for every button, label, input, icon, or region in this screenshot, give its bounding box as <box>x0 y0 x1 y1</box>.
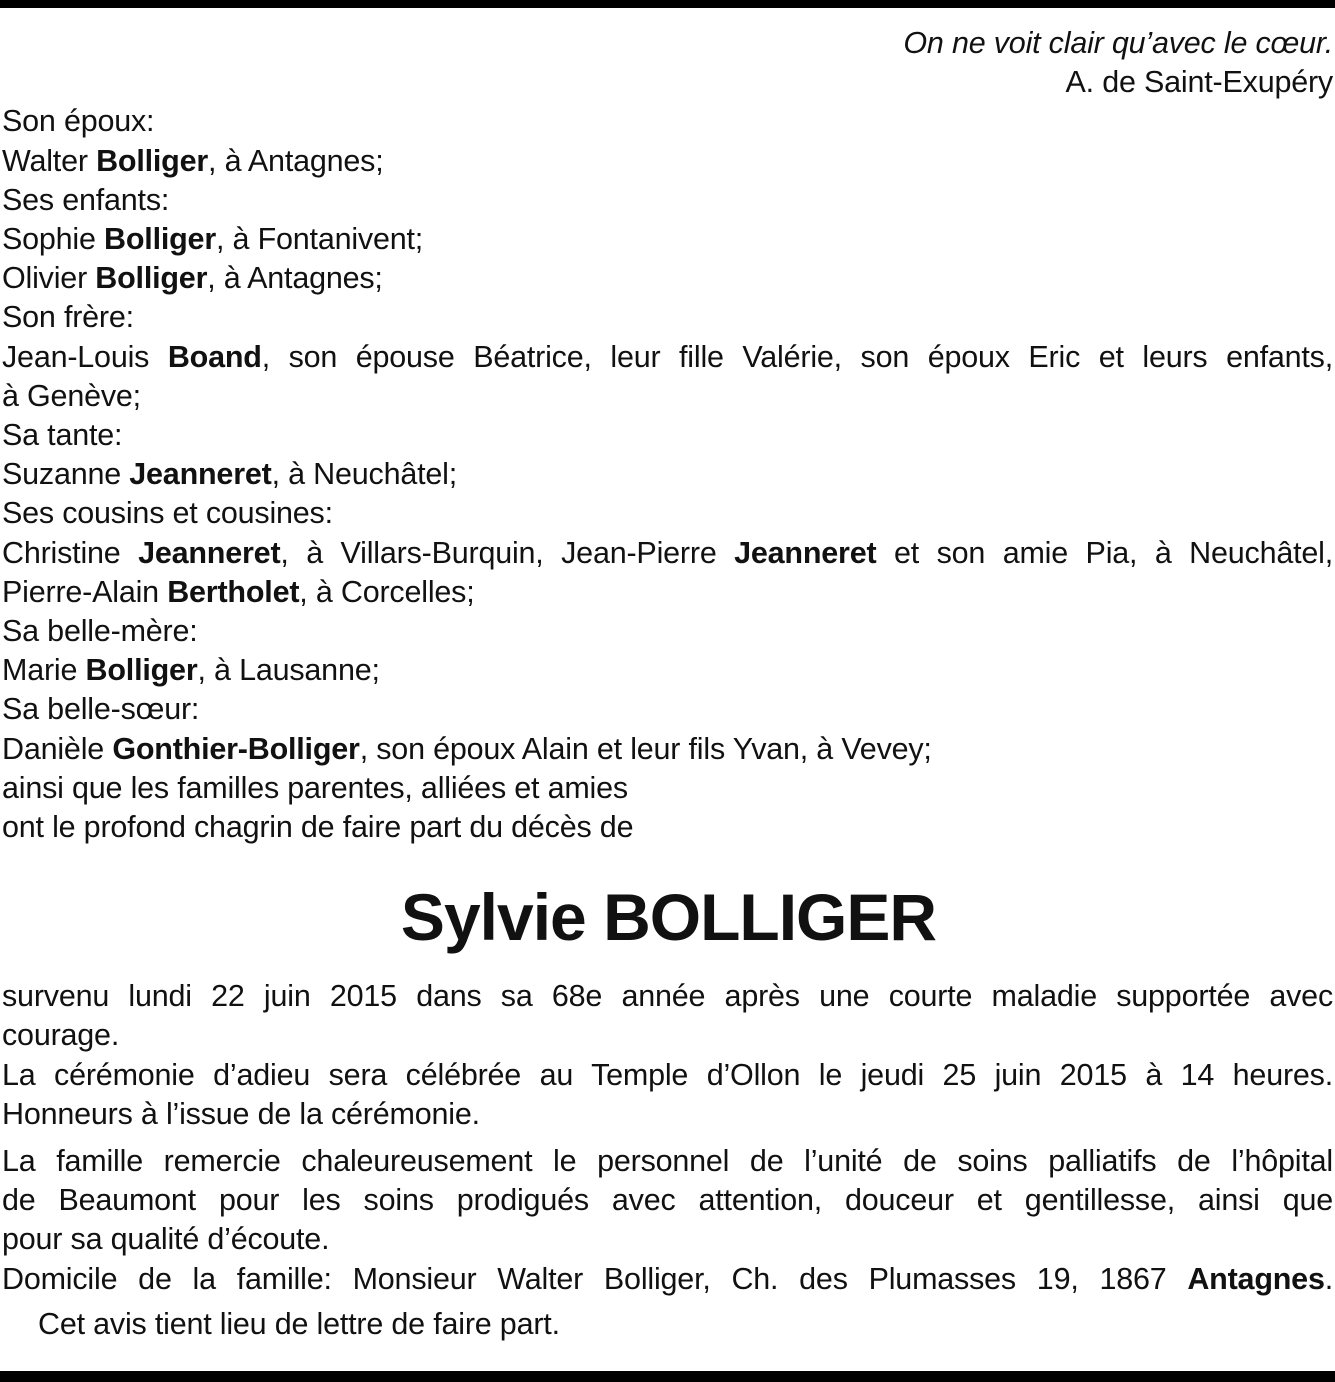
cousins-entry-1: Christine Jeanneret, à Villars-Burquin, Jean-Pierre Jeanneret et son amie Pia, à Neuchâtel, <box>2 535 1333 570</box>
closing-line-1: ainsi que les familles parentes, alliées et amies <box>2 770 628 805</box>
cousins-heading: Ses cousins et cousines: <box>2 496 333 531</box>
closing-line-2: ont le profond chagrin de faire part du décès de <box>2 810 634 845</box>
notice-line: Cet avis tient lieu de lettre de faire part. <box>38 1306 560 1341</box>
details-line-1: survenu lundi 22 juin 2015 dans sa 68e année après une courte maladie supportée avec <box>2 979 1333 1014</box>
epigraph-author: A. de Saint-Exupéry <box>1065 65 1333 100</box>
sister-in-law-entry: Danièle Gonthier-Bolliger, son époux Alain et leur fils Yvan, à Vevey; <box>2 731 932 766</box>
bottom-rule <box>0 1371 1335 1382</box>
aunt-heading: Sa tante: <box>2 418 123 453</box>
honours-line: Honneurs à l’issue de la cérémonie. <box>2 1096 480 1131</box>
aunt-entry: Suzanne Jeanneret, à Neuchâtel; <box>2 457 457 492</box>
domicile-line: Domicile de la famille: Monsieur Walter Bolliger, Ch. des Plumasses 19, 1867 Antagnes. <box>2 1261 1333 1296</box>
spouse-heading: Son époux: <box>2 104 155 139</box>
ceremony-line: La cérémonie d’adieu sera célébrée au Temple d’Ollon le jeudi 25 juin 2015 à 14 heures. <box>2 1057 1333 1092</box>
deceased-name: Sylvie BOLLIGER <box>400 880 937 955</box>
obituary-notice <box>2 24 1333 1344</box>
thanks-line-2: de Beaumont pour les soins prodigués avec attention, douceur et gentillesse, ainsi que <box>2 1183 1333 1218</box>
spouse-entry: Walter Bolliger, à Antagnes; <box>2 143 384 178</box>
epigraph-quote: On ne voit clair qu’avec le cœur. <box>903 26 1333 60</box>
top-rule <box>0 0 1335 8</box>
children-heading: Ses enfants: <box>2 182 170 217</box>
sister-in-law-heading: Sa belle-sœur: <box>2 692 200 727</box>
child-entry-2: Olivier Bolliger, à Antagnes; <box>2 261 383 296</box>
brother-entry: Jean-Louis Boand, son épouse Béatrice, leur fille Valérie, son époux Eric et leurs enfants, <box>2 339 1334 374</box>
details-line-2: courage. <box>2 1018 120 1053</box>
cousins-entry-2: Pierre-Alain Bertholet, à Corcelles; <box>2 574 475 609</box>
brother-heading: Son frère: <box>2 300 134 335</box>
mother-in-law-entry: Marie Bolliger, à Lausanne; <box>2 653 380 688</box>
child-entry-1: Sophie Bolliger, à Fontanivent; <box>2 222 424 257</box>
mother-in-law-heading: Sa belle-mère: <box>2 614 198 649</box>
brother-place: à Genève; <box>2 378 141 413</box>
thanks-line-1: La famille remercie chaleureusement le personnel de l’unité de soins palliatifs de l’hôpital <box>2 1144 1333 1179</box>
thanks-line-3: pour sa qualité d’écoute. <box>2 1222 330 1257</box>
